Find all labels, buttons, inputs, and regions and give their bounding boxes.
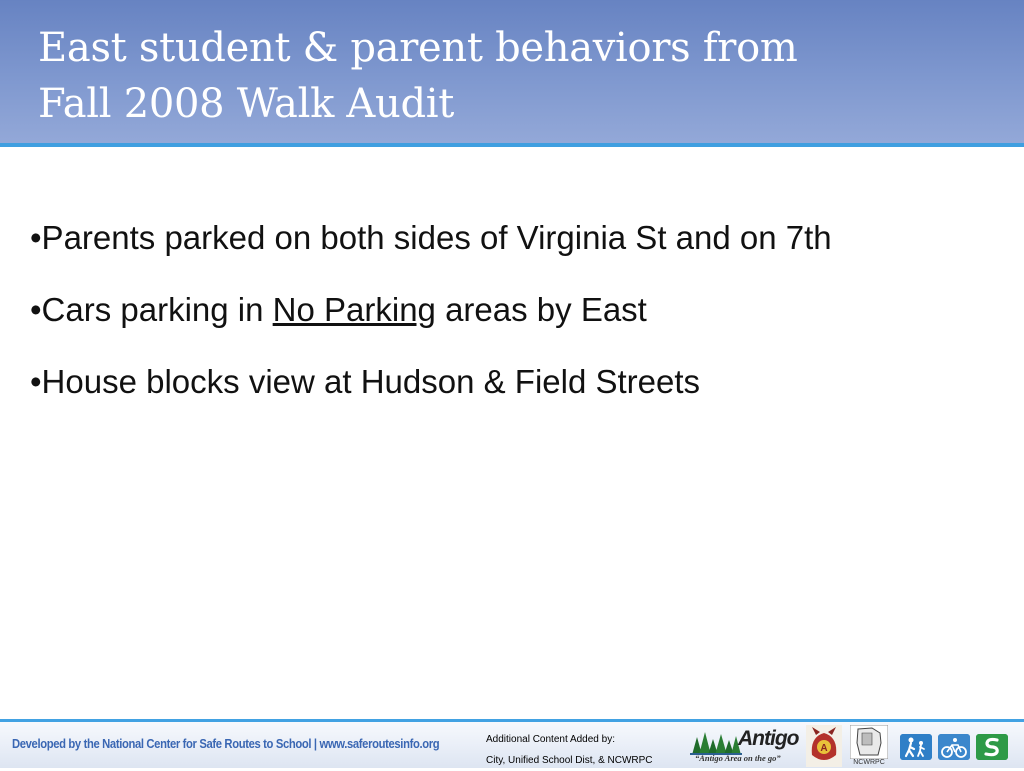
ncwrpc-label: NCWRPC (853, 759, 885, 766)
bullet-item (30, 218, 1010, 258)
bicycle-icon (938, 734, 970, 760)
slide-title (38, 20, 998, 132)
antigo-wordmark: Antigo (738, 727, 799, 750)
slide-title-line-2: Fall 2008 Walk Audit (38, 81, 455, 127)
walking-icon (900, 734, 932, 760)
footer-bar (0, 722, 1024, 768)
srts-logo-icon (976, 734, 1008, 760)
trees-icon (690, 729, 742, 755)
bullet-list (30, 218, 1010, 434)
bullet-item (30, 290, 1010, 330)
wisconsin-map-icon (850, 725, 888, 759)
bullet-text: •House blocks view at Hudson & Field Streets (30, 363, 701, 400)
footer-credit: Developed by the National Center for Safe Routes to School | www.saferoutesinfo.org (12, 737, 440, 751)
header-divider (0, 143, 1024, 147)
bullet-text: •Cars parking in (30, 291, 273, 328)
ncwrpc-logo (850, 725, 888, 767)
bullet-underlined-text: No Parking (272, 291, 436, 328)
bullet-item (30, 362, 1010, 402)
mascot-icon (806, 725, 842, 767)
slide-title-line-1: East student & parent behaviors from (38, 25, 798, 71)
bullet-text: •Parents parked on both sides of Virginia St and on 7th (30, 219, 832, 256)
antigo-tagline: “Antigo Area on the go” (695, 753, 781, 763)
mascot-letter: A (820, 743, 828, 754)
title-banner (0, 0, 1024, 143)
additional-content-line-1: Additional Content Added by: (486, 734, 615, 745)
antigo-logo (690, 727, 800, 765)
additional-content-line-2: City, Unified School Dist, & NCWRPC (486, 755, 653, 766)
additional-content-note (486, 729, 686, 771)
bullet-text-suffix: areas by East (435, 291, 647, 328)
